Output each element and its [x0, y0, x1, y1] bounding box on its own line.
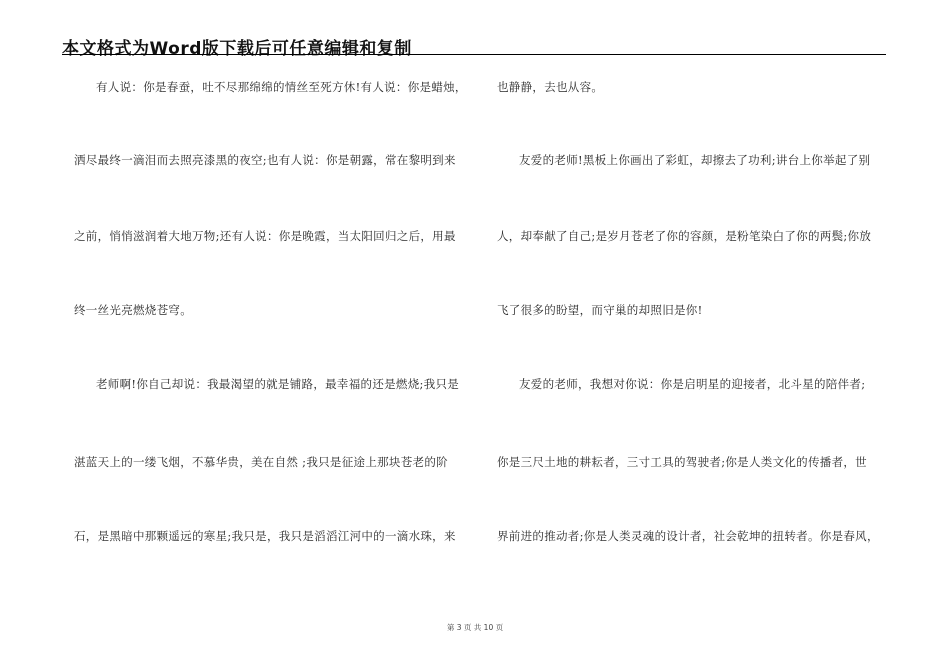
page-number-footer: 第 3 页 共 10 页 — [446, 623, 504, 632]
text-line: 湛蓝天上的一缕飞烟，不慕华贵，美在自然 ;我只是征途上那块苍老的阶 — [74, 455, 448, 469]
text-line: 界前进的推动者;你是人类灵魂的设计者，社会乾坤的扭转者。你是春风， — [497, 529, 879, 543]
text-line: 石，是黑暗中那颗遥远的寒星;我只是，我只是滔滔江河中的一滴水珠，来 — [74, 529, 456, 543]
text-line: 人，却奉献了自己;是岁月苍老了你的容颜，是粉笔染白了你的两鬓;你放 — [497, 229, 872, 243]
text-line: 也静静，去也从容。 — [497, 80, 604, 94]
text-line: 友爱的老师!黑板上你画出了彩虹，却擦去了功利;讲台上你举起了别 — [519, 153, 871, 167]
page-header-title: 本文格式为Word版下载后可任意编辑和复制 — [62, 39, 412, 59]
text-line: 之前，悄悄滋润着大地万物;还有人说：你是晚霞，当太阳回归之后，用最 — [74, 229, 456, 243]
text-line: 有人说：你是春蚕，吐不尽那绵绵的情丝至死方休!有人说：你是蜡烛， — [96, 80, 467, 94]
text-line: 友爱的老师，我想对你说：你是启明星的迎接者，北斗星的陪伴者; — [519, 377, 866, 391]
text-line: 你是三尺土地的耕耘者，三寸工具的驾驶者;你是人类文化的传播者，世 — [497, 455, 867, 469]
text-line: 飞了很多的盼望，而守巢的却照旧是你! — [497, 303, 703, 317]
text-line: 终一丝光亮燃烧苍穹。 — [74, 303, 192, 317]
text-line: 洒尽最终一滴泪而去照亮漆黑的夜空;也有人说：你是朝露，常在黎明到来 — [74, 153, 456, 167]
text-line: 老师啊!你自己却说：我最渴望的就是铺路，最幸福的还是燃烧;我只是 — [96, 377, 460, 391]
header-divider — [62, 54, 886, 55]
